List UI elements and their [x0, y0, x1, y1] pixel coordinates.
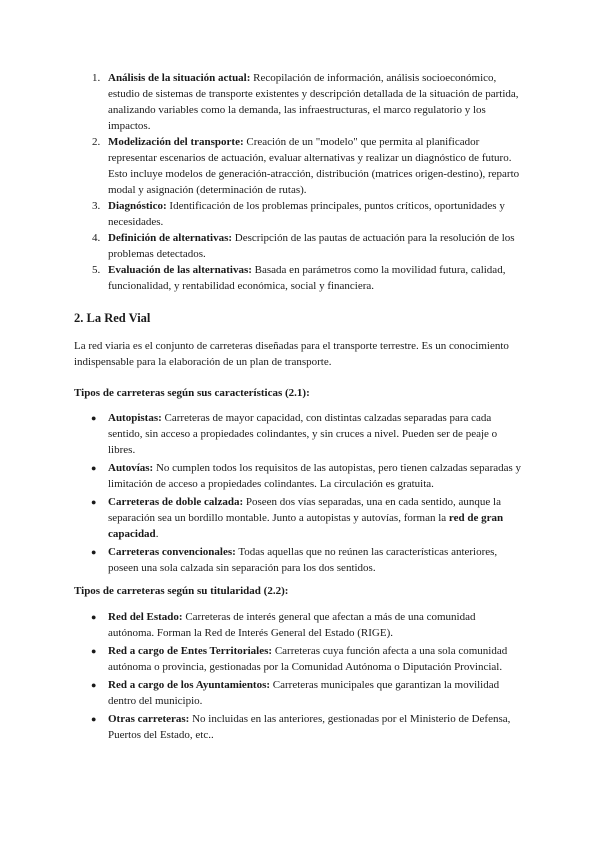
- list-item: [0, 134, 600, 198]
- list-item: [0, 262, 600, 294]
- section-paragraph: La red viaria es el conjunto de carreteras diseñadas para el transporte terrestre. Es un conocimiento indispensable para la elaboración de un plan de transporte.: [74, 340, 509, 368]
- list-number: 2.: [92, 136, 101, 148]
- list-text: Identificación de los problemas principales, puntos críticos, oportunidades y necesidades.: [108, 200, 505, 228]
- list-number: 1.: [92, 72, 101, 84]
- list-term: Diagnóstico:: [108, 200, 167, 212]
- list-term: Red a cargo de los Ayuntamientos:: [108, 679, 271, 691]
- list-item: [0, 609, 600, 641]
- list-term: Análisis de la situación actual:: [108, 72, 251, 84]
- list-item: [0, 494, 600, 542]
- numbered-list: [0, 70, 600, 294]
- subsection-heading-ownership: Tipos de carreteras según su titularidad (2.2):: [74, 585, 289, 597]
- list-item: [0, 643, 600, 675]
- list-term: Evaluación de las alternativas:: [108, 264, 252, 276]
- list-item: [0, 711, 600, 743]
- bullet-icon: ●: [91, 612, 97, 622]
- list-text: Basada en parámetros como la movilidad futura, calidad, funcionalidad, y rentabilidad económica, social y financiera.: [108, 264, 506, 292]
- list-text: Creación de un "modelo" que permita al planificador representar escenarios de actuación, evaluar alternativas y realizar un diagnóstico de futuro. Esto incluye modelos de generación-atracción, distribución (matrices origen-destino), reparto modal y asignación (determinación de rutas).: [108, 136, 520, 196]
- list-text: Carreteras municipales que garantizan la movilidad dentro del municipio.: [108, 679, 500, 707]
- list-term: Autopistas:: [108, 412, 162, 424]
- bullet-list-characteristics: [0, 410, 600, 578]
- section-heading: 2. La Red Vial: [74, 311, 151, 325]
- list-item: [0, 230, 600, 262]
- list-item: [0, 544, 600, 576]
- list-term: Carreteras convencionales:: [108, 546, 236, 558]
- list-term-emphasis: red de gran capacidad: [108, 512, 504, 540]
- bullet-icon: ●: [91, 547, 97, 557]
- list-number: 3.: [92, 200, 101, 212]
- list-item: [0, 70, 600, 134]
- list-number: 4.: [92, 232, 101, 244]
- list-term: Otras carreteras:: [108, 713, 190, 725]
- subsection-heading-characteristics: Tipos de carreteras según sus características (2.1):: [74, 387, 310, 399]
- bullet-icon: ●: [91, 680, 97, 690]
- list-item: [0, 410, 600, 458]
- bullet-list-ownership: [0, 609, 600, 745]
- list-text: Carreteras de interés general que afectan a más de una comunidad autónoma. Forman la Red de Interés General del Estado (RIGE).: [108, 611, 476, 639]
- list-text: Poseen dos vías separadas, una en cada sentido, aunque la separación sea un bordillo montable. Junto a autopistas y autovías, forman la: [108, 496, 501, 524]
- list-item: [0, 198, 600, 230]
- list-text: Recopilación de información, análisis socioeconómico, estudio de sistemas de transporte existentes y descripción detallada de la situación de partida, analizando variables como la demanda, las infraestructuras, el marco regulatorio y los impactos.: [108, 72, 519, 132]
- bullet-icon: ●: [91, 497, 97, 507]
- list-text: Carreteras de mayor capacidad, con distintas calzadas separadas para cada sentido, sin acceso a propiedades colindantes, y sin cruces a nivel. Pueden ser de peaje o libres.: [108, 412, 498, 456]
- list-term: Red del Estado:: [108, 611, 183, 623]
- list-text: Todas aquellas que no reúnen las características anteriores, poseen una sola calzada sin separación para los dos sentidos.: [108, 546, 498, 574]
- list-item: [0, 677, 600, 709]
- list-text: Descripción de las pautas de actuación para la resolución de los problemas detectados.: [108, 232, 515, 260]
- list-term: Modelización del transporte:: [108, 136, 244, 148]
- list-text: No cumplen todos los requisitos de las autopistas, pero tienen calzadas separadas y limitación de acceso a propiedades colindantes. La circulación es gratuita.: [108, 462, 522, 490]
- list-term: Autovías:: [108, 462, 154, 474]
- list-item: [0, 460, 600, 492]
- list-term: Carreteras de doble calzada:: [108, 496, 244, 508]
- list-text-end: .: [155, 528, 159, 540]
- list-term: Definición de alternativas:: [108, 232, 233, 244]
- bullet-icon: ●: [91, 463, 97, 473]
- bullet-icon: ●: [91, 646, 97, 656]
- list-term: Red a cargo de Entes Territoriales:: [108, 645, 273, 657]
- list-number: 5.: [92, 264, 101, 276]
- list-text: No incluidas en las anteriores, gestionadas por el Ministerio de Defensa, Puertos del Estado, etc..: [108, 713, 511, 741]
- bullet-icon: ●: [91, 714, 97, 724]
- bullet-icon: ●: [91, 413, 97, 423]
- list-text: Carreteras cuya función afecta a una sola comunidad autónoma o provincia, gestionadas por la Comunidad Autónoma o Diputación Provincial.: [108, 645, 508, 673]
